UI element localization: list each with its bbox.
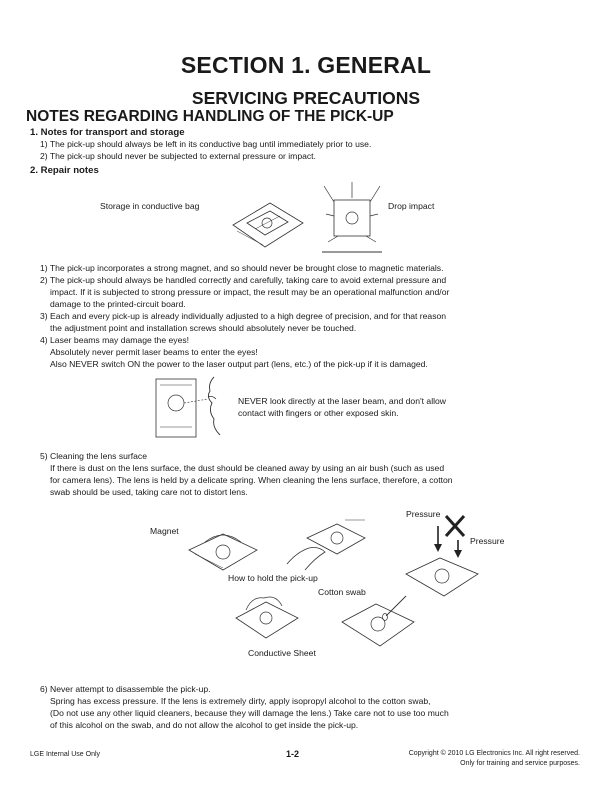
repair-item-5: 5) Cleaning the lens surface: [40, 451, 148, 461]
label-pressure-top: Pressure: [406, 509, 441, 519]
repair-item-4-cont-1: Absolutely never permit laser beams to enter the eyes!: [50, 347, 258, 357]
repair-item-5-cont-1: If there is dust on the lens surface, the dust should be cleaned away by using an air bush (such as used: [50, 463, 445, 473]
transport-item-1: 1) The pick-up should always be left in its conductive bag until immediately prior to use.: [40, 139, 372, 149]
repair-item-6-cont-3: of this alcohol on the swab, and do not allow the alcohol to get inside the pick-up.: [50, 720, 359, 730]
pickup-notes-title: NOTES REGARDING HANDLING OF THE PICK-UP: [26, 108, 394, 125]
servicing-title: SERVICING PRECAUTIONS: [191, 88, 421, 108]
repair-item-4-cont-2: Also NEVER switch ON the power to the laser output part (lens, etc.) of the pick-up if it is damaged.: [50, 359, 428, 369]
pickup-hold-illustration: [285, 518, 370, 573]
label-pressure-right: Pressure: [470, 536, 505, 546]
repair-item-5-cont-2: for camera lens). The lens is held by a delicate spring. When cleaning the lens surface, therefore, a cotton: [50, 475, 453, 485]
repair-item-6: 6) Never attempt to disassemble the pick-up.: [40, 684, 211, 694]
repair-heading: 2. Repair notes: [30, 165, 99, 176]
pickup-pressure-illustration: [398, 512, 488, 600]
pickup-sheet-illustration: [232, 592, 302, 644]
laser-note-line-2: contact with fingers or other exposed skin.: [238, 408, 399, 418]
label-magnet: Magnet: [150, 526, 179, 536]
repair-item-3: 3) Each and every pick-up is already individually adjusted to a high degree of precision, and for that reason: [40, 311, 447, 321]
repair-item-5-cont-3: swab should be used, taking care not to distort lens.: [50, 487, 248, 497]
pickup-cotton-swab-illustration: [336, 592, 421, 654]
footer-copyright: Copyright © 2010 LG Electronics Inc. All right reserved.: [408, 750, 580, 757]
repair-item-2-cont-2: damage to the printed-circuit board.: [50, 299, 186, 309]
label-conductive-sheet: Conductive Sheet: [248, 648, 316, 658]
repair-item-3-cont: the adjustment point and installation screws should absolutely never be touched.: [50, 323, 357, 333]
label-cotton-swab: Cotton swab: [318, 587, 366, 597]
pickup-magnet-illustration: [185, 530, 260, 580]
fig-drop-caption: Drop impact: [388, 201, 435, 211]
repair-item-6-cont-1: Spring has excess pressure. If the lens is extremely dirty, apply isopropyl alcohol to the cotton swab,: [50, 696, 431, 706]
label-how-to-hold: How to hold the pick-up: [228, 573, 318, 583]
section-title: SECTION 1. GENERAL: [180, 52, 432, 78]
footer-training: Only for training and service purposes.: [460, 760, 580, 767]
laser-eye-illustration: [150, 373, 235, 443]
footer-internal-use: LGE Internal Use Only: [30, 751, 101, 758]
repair-item-6-cont-2: (Do not use any other liquid cleaners, because they will damage the lens.) Take care not to use too much: [50, 708, 449, 718]
laser-note-line-1: NEVER look directly at the laser beam, and don't allow: [238, 396, 446, 406]
page-number: 1-2: [286, 749, 300, 759]
repair-item-4: 4) Laser beams may damage the eyes!: [40, 335, 190, 345]
repair-item-2: 2) The pick-up should always be handled correctly and carefully, taking care to avoid external pressure and: [40, 275, 447, 285]
repair-item-1: 1) The pick-up incorporates a strong magnet, and so should never be brought close to magnetic materials.: [40, 263, 444, 273]
transport-item-2: 2) The pick-up should never be subjected to external pressure or impact.: [40, 151, 316, 161]
drop-impact-illustration: [320, 180, 385, 255]
repair-item-2-cont-1: impact. If it is subjected to strong pressure or impact, the result may be an operational malfunction and/or: [50, 287, 450, 297]
transport-heading: 1. Notes for transport and storage: [30, 127, 185, 138]
fig-storage-caption: Storage in conductive bag: [100, 201, 200, 211]
storage-bag-illustration: [225, 195, 305, 250]
